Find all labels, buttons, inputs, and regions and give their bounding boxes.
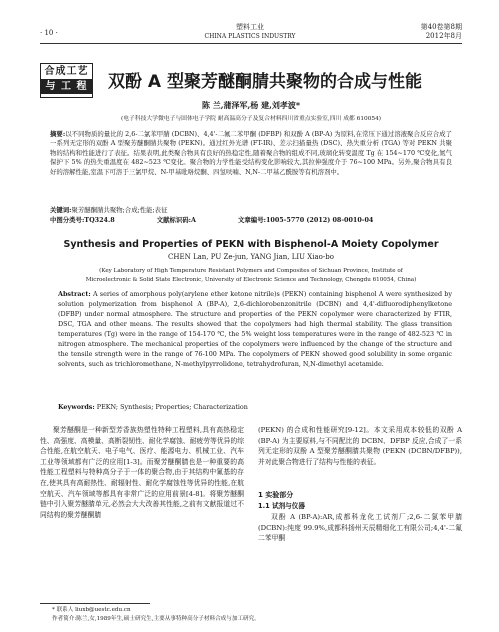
issue-volume: 第40卷第8期 <box>420 23 462 31</box>
article-title-en: Synthesis and Properties of PEKN with Bisphenol-A Moiety Copolymer <box>63 239 439 250</box>
abstract-cn-text: 以不同物质的量比的 2,6-二氯苯甲腈 (DCBN)、4,4'-二氟二苯甲酮 (DFBP) 和双酚 A (BP-A) 为原料,在常压下通过溶液聚合反应合成了一系列无定形的双酚 A 型聚芳醚酮腈共聚物 (PEKN)。通过红外光谱 (FT-IR)、差示扫描量热 (DSC)、热失重分析 (TGA) 等对 PEKN 共聚物的结构和性能进行了表征。结果表明,此类聚合物具有良好的热稳定性,随着聚合物的组成不同,玻璃化转变温度 Tg 在 154~170 ℃变化,氮气保护下 5% 的热失重温度在 482~523 ℃变化。聚合物的力学性能受结构变化影响较大,其拉伸强度介于 76~100 MPa。另外,聚合物具有良好的溶解性能,室温下可溶于三氯甲烷、N-甲基吡咯烷酮、四氢呋喃、N,N-二甲基乙酰胺等有机溶剂中。 <box>50 130 452 176</box>
keywords-en-text: PEKN; Synthesis; Properties; Characterization <box>96 403 248 411</box>
keywords-en-label: Keywords: <box>58 403 95 411</box>
journal-name-cn: 塑料工业 <box>236 23 264 31</box>
section-heading-1-1: 1.1 试剂与仪器 <box>258 502 305 510</box>
keywords-cn <box>50 206 452 215</box>
article-number: 文章编号:1005-5770 (2012) 08-0010-04 <box>238 216 374 224</box>
keywords-cn-label: 关键词: <box>50 206 72 214</box>
header-rule <box>40 43 462 44</box>
footnote-contact: * 联系人 liuxb@uestc.edu.cn <box>52 607 131 613</box>
body-column-right <box>258 425 462 576</box>
body-right-reagents: 双酚 A (BP-A):AR,成都科龙化工试剂厂;2,6-二氯苯甲腈 (DCBN):纯度 99.9%,成都科扬州天辰精细化工有限公司;4,4'-二氟二苯甲酮 <box>258 513 462 543</box>
clc-number: 中图分类号:TQ324.8 <box>50 216 115 224</box>
keywords-cn-text: 聚芳醚酮腈共聚物;合成;性能;表征 <box>71 206 168 214</box>
abstract-en <box>58 289 452 399</box>
affiliation-en-line1: (Key Laboratory of High Temperature Resistant Polymers and Composites of Sichuan Province, Institute of <box>99 268 403 274</box>
body-column-left: 聚芳醚酮是一种新型芳香族热塑性特种工程塑料,具有高热稳定性、高强度、高模量、高断裂韧性、耐化学腐蚀、耐疲劳等优异的综合性能,在航空航天、电子电气、医疗、能源电力、机械工业、汽车工业等领域都有广泛的应用[1-3]。而聚芳醚酮腈也是一种重要的高性能工程塑料与特种高分子于一体的聚合物,由于其结构中氰基的存在,使其具有高耐热性、耐辐射性、耐化学腐蚀性等优异的性能,在航空航天、汽车领域等都具有非常广泛的应用前景[4-8]。将聚芳醚酮链中引入聚芳醚腈单元,必然会大大改善其性能,之前有文献报道过不同结构的聚芳醚酮腈 <box>40 426 244 519</box>
issue-date: 2012年8月 <box>425 32 462 40</box>
journal-name-en: CHINA PLASTICS INDUSTRY <box>204 33 296 40</box>
section-badge-line1: 合成工艺 <box>44 66 89 77</box>
body-right-intro: (PEKN) 的合成和性能研究[9-12]。本文采用成本较低的双酚 A (BP-A) 为主要原料,与不同配比的 DCBN、DFBP 反应,合成了一系列无定形的双酚 A 型聚芳醚酮腈共聚物 (PEKN (DCBN/DFBP)),并对此聚合物进行了结构与性能的表征。 <box>258 426 462 466</box>
page-number: · 10 · <box>40 29 58 37</box>
keywords-en <box>58 402 452 412</box>
classification-line <box>50 216 452 225</box>
document-code: 文献标识码:A <box>156 216 196 224</box>
affiliation-cn: (电子科技大学微电子与固体电子学院 耐高温高分子及复合材料四川省重点实验室,四川 成都 610054) <box>120 116 382 122</box>
affiliation-en <box>40 267 462 285</box>
abstract-cn <box>50 130 452 205</box>
abstract-en-label: Abstract: <box>58 290 91 298</box>
footnote-author-bio: 作者简介:陈兰,女,1989年生,硕士研究生,主要从事特种高分子材料合成与加工研究。 <box>52 616 260 622</box>
article-title-cn: 双酚 A 型聚芳醚酮腈共聚物的合成与性能 <box>108 72 422 92</box>
footnote-rule <box>40 603 150 604</box>
section-badge-line2: 与 工 程 <box>41 79 92 94</box>
affiliation-en-line2: Microelectronic & Solid State Electronic, University of Electronic Science and Technology, Chengdu 610054, China) <box>85 277 417 283</box>
abstract-en-text: A series of amorphous poly(arylene ether ketone nitrile)s (PEKN) containing bisphenol A were synthesized by solution polymerization from bisphenol A (BP-A), 2,6-dichlorobenzonitrile (DCBN) and 4,4'-difluorodiphenylketone (DFBP) under normal atmosphere. The structure and properties of the PEKN copolymer were characterized by FTIR, DSC, TGA and other means. The results showed that the copolymers had high thermal stability. The glass transition temperatures (Tg) were in the range of 154-170 ℃, the 5% weight loss temperatures were in the range of 482-523 ℃ in nitrogen atmosphere. The mechanical properties of the copolymers were influenced by the change of the structure and the tensile strength were in the range of 76-100 MPa. The copolymers of PEKN showed good solubility in some organic solvents, such as trichloromethane, N-methylpyrrolidone, tetrahydrofuran, N,N-dimethyl acetamide. <box>58 290 452 368</box>
authors-en: CHEN Lan, PU Ze-jun, YANG Jian, LIU Xiao-bo <box>168 253 334 261</box>
section-heading-1: 1 实验部分 <box>258 491 294 499</box>
abstract-cn-label: 摘要: <box>50 130 66 138</box>
section-badge <box>40 63 93 98</box>
authors-cn: 陈 兰,蒲泽军,杨 建,刘孝波* <box>201 100 301 110</box>
